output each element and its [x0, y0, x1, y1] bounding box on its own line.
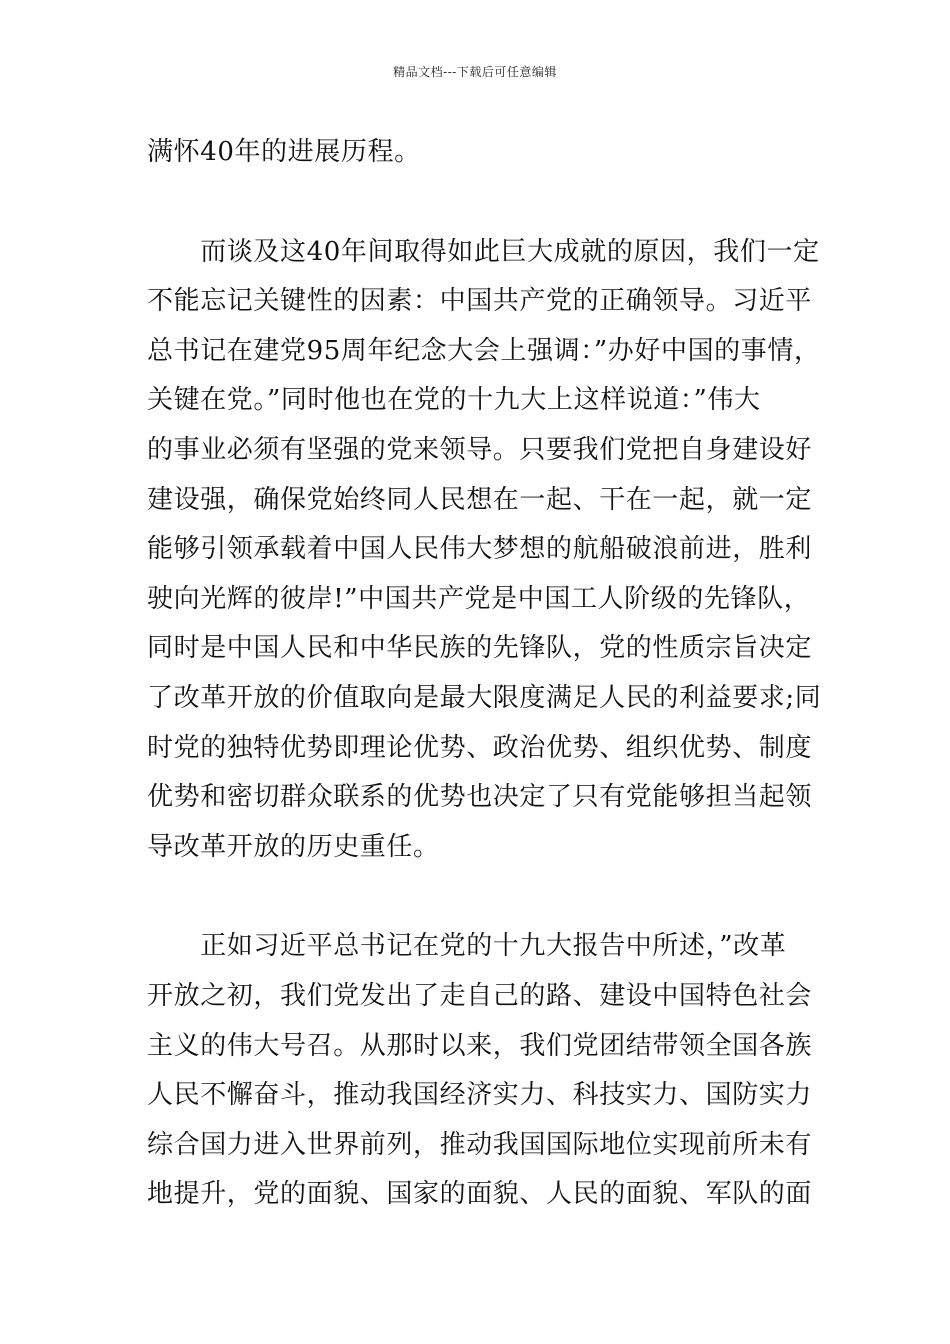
- paragraph-spacer: [147, 872, 815, 922]
- text-line: 的事业必须有坚强的党来领导。只要我们党把自身建设好: [147, 434, 813, 465]
- text-line: 时党的独特优势即理论优势、政治优势、组织优势、制度: [147, 732, 813, 763]
- text-line: 综合国力进入世界前列，推动我国国际地位实现前所未有: [147, 1129, 813, 1160]
- text-line: 能够引领承载着中国人民伟大梦想的航船破浪前进，胜利: [147, 534, 813, 565]
- text-line: 总书记在建党95周年纪念大会上强调：”办好中国的事情，: [147, 335, 821, 366]
- text-line: 正如习近平总书记在党的十九大报告中所述，”改革: [147, 931, 787, 962]
- text-line: 驶向光辉的彼岸!”中国共产党是中国工人阶级的先锋队，: [147, 583, 811, 614]
- text-line: 同时是中国人民和中华民族的先锋队，党的性质宗旨决定: [147, 633, 813, 664]
- text-line: 优势和密切群众联系的优势也决定了只有党能够担当起领: [147, 782, 813, 813]
- text-line: 满怀40年的进展历程。: [147, 137, 421, 167]
- text-line: 而谈及这40年间取得如此巨大成就的原因，我们一定: [147, 236, 820, 267]
- text-line: 主义的伟大号召。从那时以来，我们党团结带领全国各族: [147, 1030, 813, 1061]
- page-header: 精品文档---下载后可任意编辑: [393, 65, 557, 79]
- text-line: 建设强，确保党始终同人民想在一起、干在一起，就一定: [147, 484, 813, 515]
- text-line: 关键在党。”同时他也在党的十九大上这样说道：”伟大: [147, 385, 761, 416]
- text-line: 不能忘记关键性的因素：中国共产党的正确领导。习近平: [147, 286, 813, 317]
- paragraph: [147, 922, 815, 1220]
- text-line: 人民不懈奋斗，推动我国经济实力、科技实力、国防实力: [147, 1080, 813, 1111]
- paragraph: [147, 228, 822, 873]
- document-body: [147, 128, 822, 1220]
- text-line: 导改革开放的历史重任。: [147, 831, 440, 862]
- paragraph-spacer: [147, 178, 815, 228]
- text-line: 了改革开放的价值取向是最大限度满足人民的利益要求;同: [147, 682, 822, 713]
- text-line: 地提升，党的面貌、国家的面貌、人民的面貌、军队的面: [147, 1179, 813, 1210]
- text-line: 开放之初，我们党发出了走自己的路、建设中国特色社会: [147, 980, 813, 1011]
- paragraph: [147, 128, 815, 178]
